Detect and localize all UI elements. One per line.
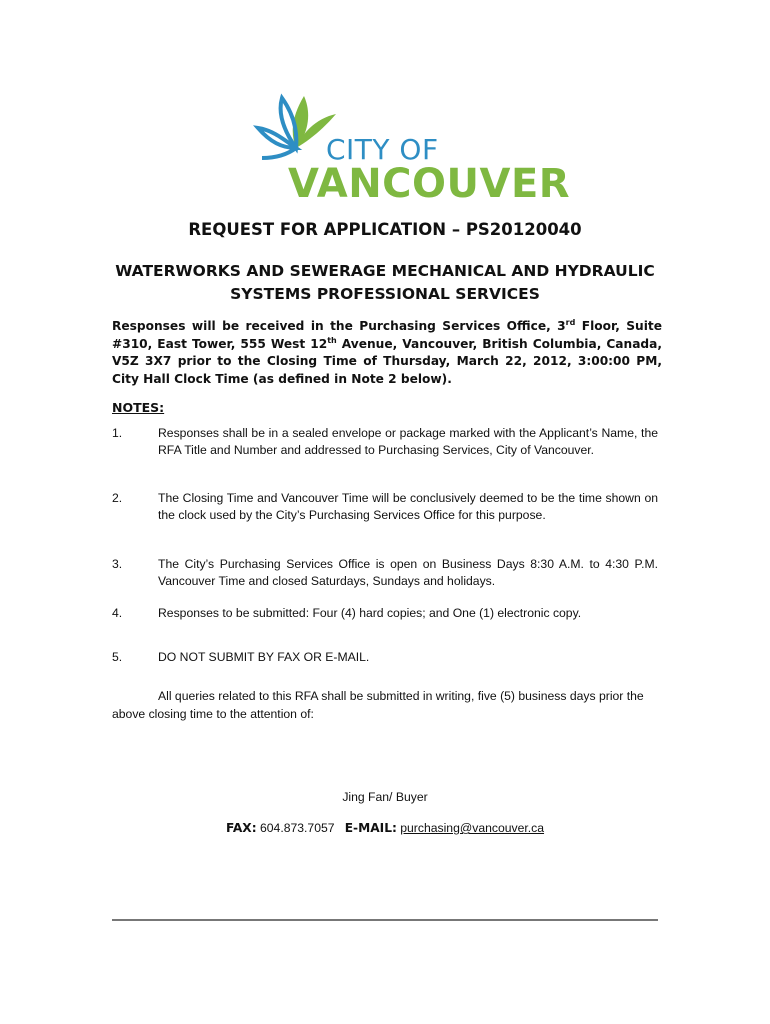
intro-sup-2: th xyxy=(327,335,337,345)
footer-divider xyxy=(112,919,658,921)
fax-label: FAX: xyxy=(225,821,257,835)
note-number: 4. xyxy=(112,606,123,620)
logo-text-city-of: CITY OF xyxy=(326,133,439,166)
document-subtitle xyxy=(0,260,770,306)
queries-paragraph: All queries related to this RFA shall be submitted in writing, five (5) business days prior the above closing time to the attention of: xyxy=(112,689,644,721)
intro-text-1: Responses will be received in the Purchasing Services Office, 3 xyxy=(112,319,566,333)
document-title: REQUEST FOR APPLICATION – PS20120040 xyxy=(188,220,582,239)
note-text: The Closing Time and Vancouver Time will be conclusively deemed to be the time shown on the clock used by the City’s Purchasing Services Office for this purpose. xyxy=(158,491,658,522)
note-number: 2. xyxy=(112,491,123,505)
note-number: 1. xyxy=(112,426,123,440)
intro-paragraph xyxy=(112,318,662,388)
intro-sup-1: rd xyxy=(565,317,576,327)
email-label: E-MAIL: xyxy=(344,821,397,835)
note-number: 5. xyxy=(112,650,123,664)
contact-details xyxy=(0,821,770,835)
fax-number: 604.873.7057 xyxy=(259,821,335,835)
subtitle-line-2: SYSTEMS PROFESSIONAL SERVICES xyxy=(230,285,540,303)
contact-name: Jing Fan/ Buyer xyxy=(342,790,428,804)
note-text: Responses shall be in a sealed envelope or package marked with the Applicant’s Name, the RFA Title and Number and addressed to Purchasing Services, City of Vancouver. xyxy=(158,426,658,457)
subtitle-line-1: WATERWORKS AND SEWERAGE MECHANICAL AND HYDRAULIC xyxy=(115,262,655,280)
note-text: The City’s Purchasing Services Office is open on Business Days 8:30 A.M. to 4:30 P.M. Vancouver Time and closed Saturdays, Sundays and holidays. xyxy=(158,557,658,588)
notes-heading: NOTES: xyxy=(112,400,165,415)
logo-text-vancouver: VANCOUVER xyxy=(288,161,571,207)
city-logo xyxy=(252,88,571,207)
note-text: Responses to be submitted: Four (4) hard copies; and One (1) electronic copy. xyxy=(158,606,582,620)
intro-text-2: Floor, Suite #310, East Tower, 555 West 12 xyxy=(112,319,662,351)
intro-text-3: Avenue, Vancouver, British Columbia, Canada, V5Z 3X7 prior to the Closing Time of Thursday, March 22, 2012, 3:00:00 PM, City Hall Clock Time (as defined in Note 2 below). xyxy=(112,336,662,386)
email-link[interactable]: purchasing@vancouver.ca xyxy=(400,821,545,835)
note-text: DO NOT SUBMIT BY FAX OR E-MAIL. xyxy=(158,650,370,664)
note-number: 3. xyxy=(112,557,123,571)
